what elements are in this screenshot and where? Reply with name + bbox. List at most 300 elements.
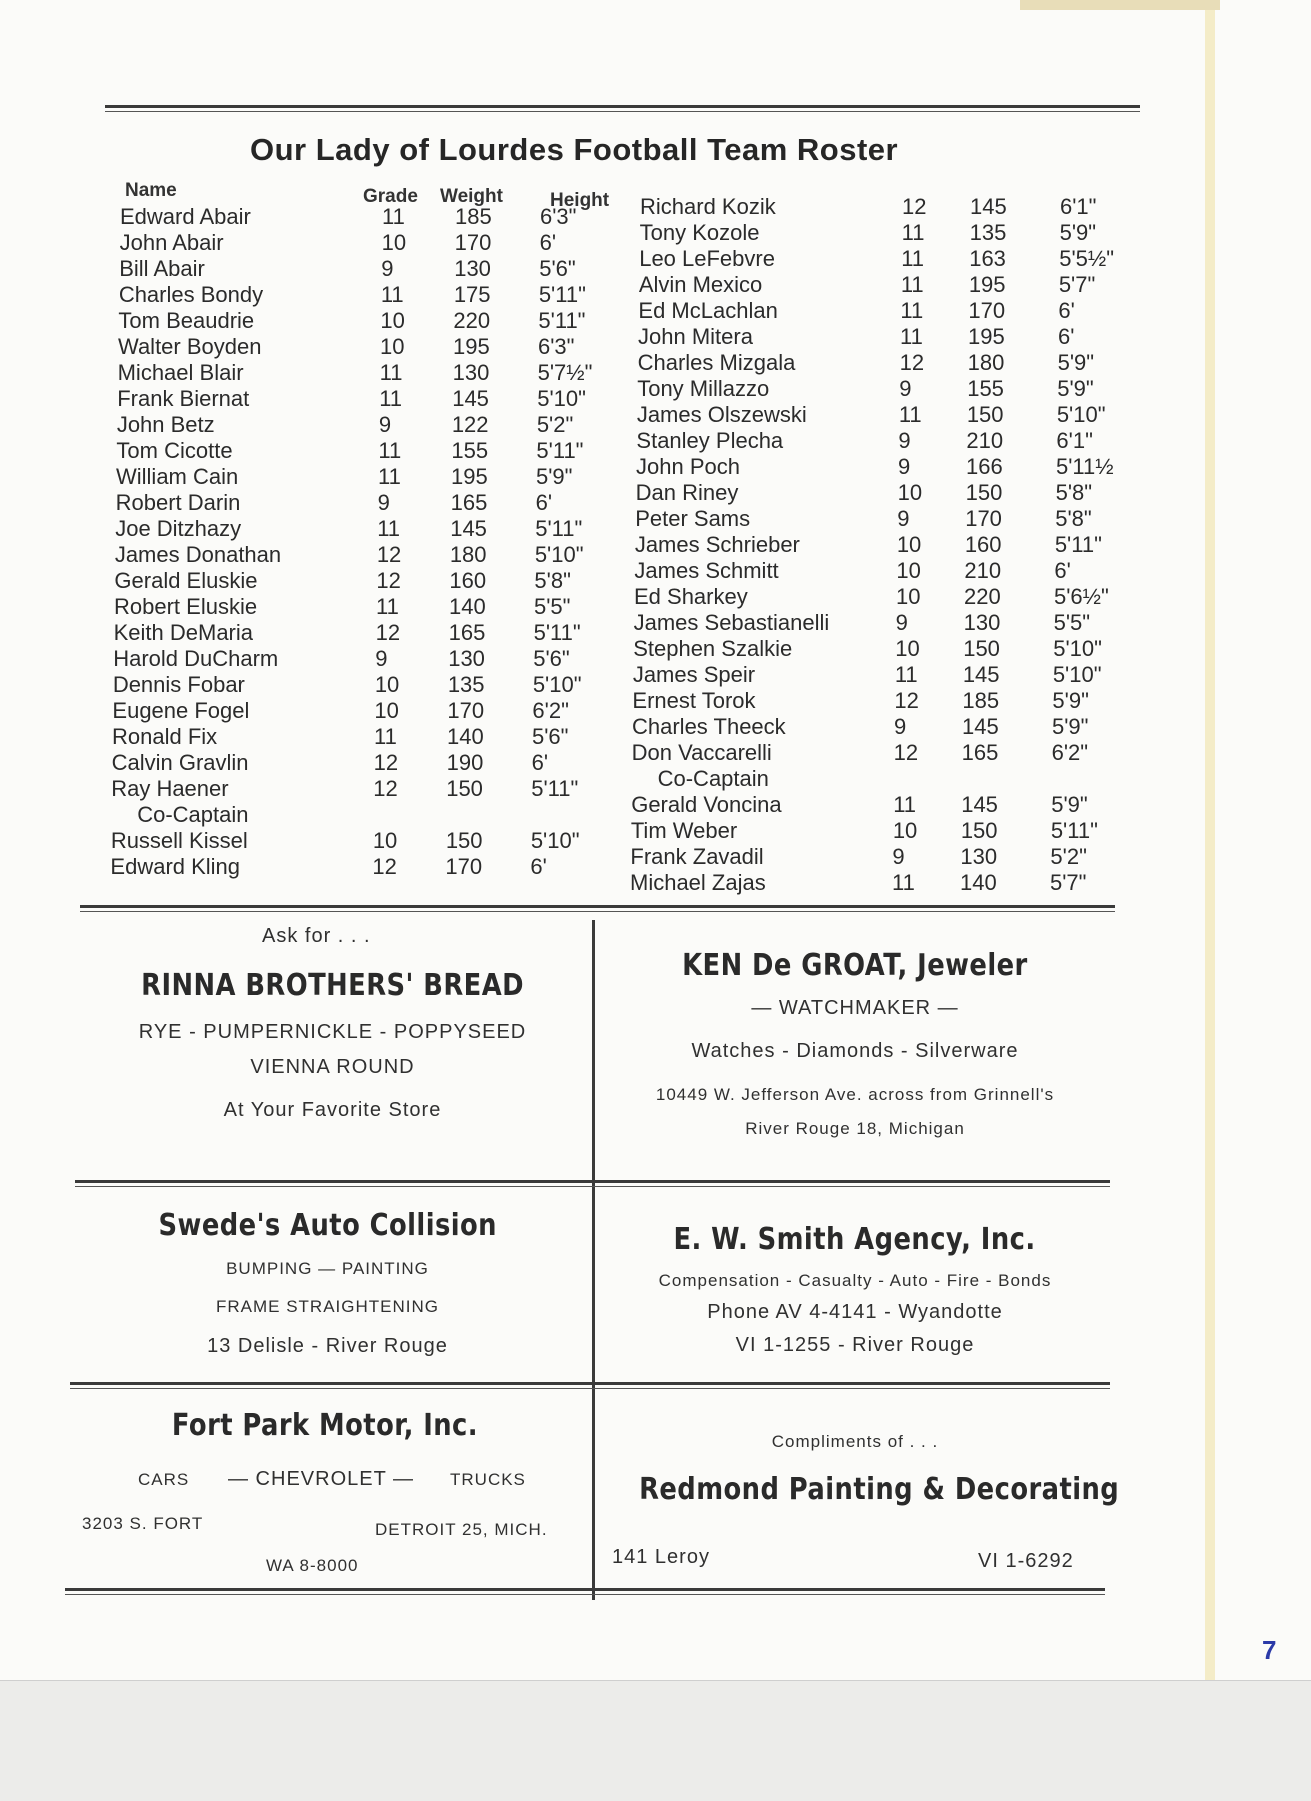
roster-height: 5'5" [534,594,571,619]
roster-name: Frank Zavadil [630,844,764,869]
roster-grade: 11 [901,220,925,245]
roster-name: Alvin Mexico [638,272,763,297]
roster-name: Harold DuCharm [113,646,279,671]
roster-height: 5'8" [1055,480,1093,505]
background-sheet [0,1680,1311,1801]
roster-right-column [630,194,1180,896]
roster-weight: 135 [447,672,485,697]
roster-name: Leo LeFebvre [639,246,775,271]
roster-note: Co-Captain [137,802,249,827]
roster-row [118,308,640,334]
roster-grade: 12 [375,620,401,645]
roster-name: Gerald Eluskie [114,568,258,593]
roster-grade: 11 [378,438,402,463]
roster-row [634,584,1180,610]
roster-row [117,386,640,412]
roster-height: 6' [539,230,557,255]
roster-weight: 185 [962,688,1000,713]
roster-row [630,844,1180,870]
roster-weight: 145 [450,516,487,541]
roster-weight: 170 [965,506,1002,531]
roster-name: James Sebastianelli [633,610,830,635]
roster-row [115,516,640,542]
roster-height: 5'9" [1057,376,1094,401]
roster-height: 5'6" [533,646,570,671]
roster-height: 5'10" [537,386,586,411]
roster-grade: 11 [900,272,924,297]
roster-name: Stanley Plecha [636,428,784,453]
roster-row [633,662,1180,688]
roster-grade: 11 [377,516,401,541]
roster-height: 5'5½" [1059,246,1115,271]
header-weight: Weight [440,186,503,207]
roster-height: 6'1" [1060,194,1097,219]
roster-row [632,740,1180,766]
roster-height: 5'10" [1052,662,1102,687]
roster-grade: 11 [380,282,404,307]
roster-row [114,620,640,646]
roster-name: Tony Kozole [639,220,760,245]
roster-height: 5'10" [1056,402,1106,427]
roster-height: 5'8" [534,568,571,593]
roster-weight: 160 [964,532,1002,557]
roster-grade: 12 [376,568,401,593]
roster-grade: 10 [374,698,399,723]
roster-row [633,636,1180,662]
roster-name: Tom Beaudrie [118,308,255,333]
roster-name: James Speir [632,662,756,687]
roster-row [112,750,640,776]
roster-name: Eugene Fogel [112,698,250,723]
roster-height: 5'9" [1059,220,1097,245]
roster-grade: 11 [378,464,401,489]
roster-weight: 130 [454,256,491,281]
roster-weight: 170 [454,230,492,255]
roster-name: Walter Boyden [118,334,262,359]
roster-weight: 185 [455,204,492,229]
ad-name: Fort Park Motor, Inc. [171,1408,479,1443]
roster-row [120,204,640,230]
roster-name: Gerald Voncina [631,792,782,817]
roster-name: John Abair [119,230,224,255]
roster-grade: 11 [893,792,917,817]
ad-address: 3203 S. FORT [82,1514,204,1533]
roster-weight: 130 [963,610,1001,635]
roster-name: Charles Theeck [632,714,786,739]
roster-grade: 9 [897,506,910,531]
ad-chevrolet: — CHEVROLET — [228,1468,414,1490]
ads-top-rule [80,905,1115,912]
roster-weight: 122 [451,412,489,437]
ad-name: KEN De GROAT, Jeweler [682,948,1028,983]
roster-row [640,194,1180,220]
ad-line: 13 Delisle - River Rouge [207,1335,448,1357]
roster-name: Russell Kissel [110,828,248,853]
roster-grade: 10 [381,230,407,255]
roster-name: Stephen Szalkie [633,636,793,661]
roster-height: 5'11" [531,776,579,801]
ad-phone: WA 8-8000 [266,1556,359,1575]
roster-row [636,480,1180,506]
roster-height: 5'8" [1055,506,1092,531]
roster-weight: 210 [964,558,1002,583]
roster-height: 6'3" [538,334,575,359]
ad-rinna-brothers [80,925,585,1122]
roster-grade: 10 [380,308,405,333]
roster-row [113,646,640,672]
roster-weight: 135 [969,220,1007,245]
ad-swedes-auto [75,1208,580,1358]
roster-weight: 140 [960,870,997,895]
roster-grade: 12 [376,542,402,567]
roster-weight: 195 [968,324,1005,349]
roster-weight: 150 [446,776,483,801]
roster-weight: 145 [962,714,999,739]
roster-weight: 165 [961,740,999,765]
roster-row [634,558,1180,584]
roster-height: 6' [531,750,549,775]
roster-grade: 11 [894,662,918,687]
roster-name: Edward Kling [110,854,241,879]
roster-row [116,438,640,464]
roster-grade: 12 [893,740,919,765]
roster-weight: 175 [453,282,491,307]
roster-name: Charles Bondy [118,282,264,307]
roster-height: 6' [1058,324,1075,349]
roster-height: 5'11" [538,282,586,307]
roster-row [640,220,1180,246]
roster-name: Joe Ditzhazy [115,516,242,541]
roster-weight: 145 [970,194,1007,219]
ad-intro: Ask for . . . [262,925,371,947]
roster-row [635,532,1180,558]
roster-row [636,428,1180,454]
roster-height: 5'9" [1052,688,1089,713]
roster-height: 5'6" [532,724,569,749]
roster-height: 5'11" [535,516,583,541]
roster-weight: 170 [968,298,1006,323]
roster-height: 6'2" [532,698,569,723]
roster-height: 5'10" [530,828,580,853]
ad-line: RYE - PUMPERNICKLE - POPPYSEED [138,1021,527,1043]
roster-weight: 170 [447,698,485,723]
roster-grade: 9 [899,376,912,401]
ad-phone: VI 1-6292 [978,1550,1074,1572]
roster-weight: 130 [452,360,490,385]
roster-grade: 9 [894,714,907,739]
roster-weight: 165 [450,490,488,515]
roster-weight: 210 [966,428,1004,453]
roster-weight: 195 [451,464,488,489]
roster-grade: 11 [898,402,922,427]
roster-row [114,594,640,620]
roster-height: 5'9" [536,464,573,489]
roster-height: 5'6" [539,256,576,281]
roster-name: Michael Zajas [630,870,766,895]
roster-weight: 150 [966,402,1004,427]
roster-name: Tom Cicotte [116,438,233,463]
ads-center-rule [592,920,595,1600]
ad-line: Compensation - Casualty - Auto - Fire - Bonds [658,1271,1052,1290]
roster-name: James Schmitt [634,558,779,583]
roster-grade: 11 [892,870,915,895]
roster-grade: 10 [896,558,921,583]
roster-name: Tim Weber [630,818,738,843]
roster-height: 5'6½" [1054,584,1109,609]
roster-row [116,490,640,516]
roster-row [632,714,1180,740]
roster-row [120,230,640,256]
roster-weight: 140 [447,724,484,749]
roster-height: 6'1" [1056,428,1093,453]
roster-row [111,776,640,802]
roster-height: 5'2" [1050,844,1087,869]
ad-name: Swede's Auto Collision [158,1208,497,1243]
roster-grade: 10 [380,334,405,359]
ad-city: DETROIT 25, MICH. [375,1520,548,1539]
roster-weight: 155 [451,438,489,463]
roster-name: James Schrieber [634,532,800,557]
roster-weight: 140 [449,594,486,619]
roster-name: Calvin Gravlin [111,750,249,775]
ad-name: Redmond Painting & Decorating [639,1472,1120,1507]
roster-weight: 150 [963,636,1000,661]
roster-row [119,256,640,282]
roster-name: Ed Sharkey [634,584,748,609]
roster-weight: 166 [966,454,1003,479]
roster-grade: 12 [902,194,927,219]
roster-weight: 170 [445,854,483,879]
ads-row-rule-2 [70,1382,1110,1389]
roster-name: John Mitera [638,324,753,349]
header-name: Name [125,180,177,201]
roster-grade: 9 [377,490,390,515]
roster-row [631,792,1180,818]
roster-height: 5'10" [534,542,584,567]
roster-height: 5'10" [532,672,582,697]
ad-address: 141 Leroy [612,1546,710,1568]
roster-row [638,298,1180,324]
roster-name: Ronald Fix [112,724,218,749]
ad-line: BUMPING — PAINTING [226,1259,429,1278]
roster-weight: 160 [449,568,487,593]
roster-name: James Donathan [114,542,282,567]
ad-name: E. W. Smith Agency, Inc. [673,1222,1037,1257]
ads-bottom-rule [65,1588,1105,1595]
roster-grade: 10 [896,584,921,609]
roster-height: 5'11" [538,308,586,333]
roster-name: Dennis Fobar [112,672,245,697]
ad-intro: Compliments of . . . [771,1432,939,1451]
ad-line: 10449 W. Jefferson Ave. across from Grinnell's [655,1085,1055,1104]
roster-grade: 9 [892,844,905,869]
roster-grade: 9 [898,428,911,453]
roster-height: 6' [1058,298,1075,323]
ad-line: Watches - Diamonds - Silverware [691,1040,1019,1062]
roster-name: Charles Mizgala [637,350,796,375]
roster-grade: 9 [381,256,394,281]
roster-grade: 10 [374,672,400,697]
roster-grade: 12 [899,350,925,375]
page-title: Our Lady of Lourdes Football Team Roster [250,132,899,167]
ad-line: — WATCHMAKER — [751,997,959,1019]
paper-edge [1205,0,1215,1680]
roster-name: James Olszewski [636,402,807,427]
roster-name: Richard Kozik [640,194,776,219]
roster-height: 5'9" [1051,792,1088,817]
roster-row [112,724,640,750]
roster-height: 5'7" [1058,272,1096,297]
roster-weight: 150 [960,818,998,843]
roster-grade: 11 [379,360,403,385]
roster-grade: 9 [378,412,392,437]
roster-name: Keith DeMaria [113,620,253,645]
roster-height: 6'3" [540,204,577,229]
ad-fort-park-motor [70,1408,580,1583]
roster-grade: 12 [373,750,399,775]
page-number: 7 [1262,1635,1277,1665]
roster-grade: 9 [895,610,908,635]
roster-grade: 12 [894,688,919,713]
roster-name: Don Vaccarelli [631,740,772,765]
header-grade: Grade [363,186,418,207]
roster-grade: 11 [901,246,925,271]
roster-name: John Betz [116,412,215,437]
roster-grade: 11 [376,594,399,619]
roster-height: 5'7" [1050,870,1087,895]
roster-grade: 10 [372,828,398,853]
ad-trucks: TRUCKS [450,1470,526,1489]
roster-name: Peter Sams [635,506,751,531]
roster-weight: 130 [448,646,485,671]
roster-height: 5'9" [1057,350,1095,375]
ad-line: River Rouge 18, Michigan [745,1119,965,1138]
roster-name: Dan Riney [635,480,739,505]
roster-weight: 155 [967,376,1004,401]
roster-name: Ray Haener [111,776,229,801]
roster-weight: 220 [964,584,1001,609]
ad-line: FRAME STRAIGHTENING [215,1297,439,1316]
ad-line: VI 1-1255 - River Rouge [735,1334,975,1356]
roster-name: Edward Abair [120,204,251,229]
roster-grade: 9 [898,454,911,479]
roster-grade: 11 [374,724,397,749]
roster-note: Co-Captain [657,766,769,791]
roster-row [117,412,640,438]
roster-height: 6' [530,854,547,879]
roster-row [634,610,1180,636]
roster-height: 5'11" [1054,532,1102,557]
ad-cars: CARS [138,1470,190,1489]
roster-grade: 10 [892,818,918,843]
roster-row [116,464,640,490]
roster-row [119,282,640,308]
roster-row [635,506,1180,532]
roster-weight: 145 [962,662,1000,687]
roster-grade: 12 [373,776,398,801]
roster-row [118,334,640,360]
roster-row [111,828,640,854]
ad-redmond-painting [600,1432,1120,1582]
ad-line: Phone AV 4-4141 - Wyandotte [707,1301,1003,1323]
roster-row [631,818,1180,844]
roster-row [115,542,640,568]
roster-left-column [110,204,640,880]
ad-ken-degroat [600,948,1110,1139]
roster-row [630,870,1180,896]
roster-weight: 165 [448,620,486,645]
roster-weight: 180 [967,350,1005,375]
roster-height: 5'7½" [537,360,593,385]
roster-row [638,350,1180,376]
roster-grade: 11 [379,386,403,411]
roster-height: 6' [535,490,553,515]
roster-height: 5'9" [1052,714,1089,739]
header-height: Height [550,190,610,211]
roster-weight: 195 [968,272,1006,297]
roster-grade: 12 [372,854,397,879]
ad-name: RINNA BROTHERS' BREAD [141,968,524,1003]
roster-height: 5'2" [536,412,574,437]
roster-height: 5'11" [533,620,581,645]
roster-height: 6' [1054,558,1071,583]
roster-weight: 145 [961,792,998,817]
roster-height: 5'11" [1050,818,1098,843]
roster-weight: 150 [445,828,483,853]
roster-height: 5'11" [536,438,584,463]
top-rule [105,105,1140,112]
roster-weight: 180 [449,542,487,567]
roster-weight: 163 [969,246,1006,271]
roster-name: Bill Abair [119,256,205,281]
ads-row-rule-1 [75,1180,1110,1187]
roster-name: Robert Eluskie [114,594,258,619]
roster-row [637,402,1180,428]
roster-row [638,324,1180,350]
roster-weight: 195 [453,334,490,359]
roster-weight: 145 [452,386,489,411]
paper-edge-top [1020,0,1220,10]
roster-name: Tony Millazzo [637,376,770,401]
roster-weight: 150 [965,480,1003,505]
roster-row [110,854,640,880]
roster-name: Michael Blair [117,360,244,385]
roster-name: Ed McLachlan [638,298,778,323]
roster-height: 5'10" [1053,636,1102,661]
roster-weight: 130 [960,844,998,869]
roster-name: William Cain [116,464,239,489]
roster-grade: 11 [900,324,923,349]
roster-name: John Poch [636,454,740,479]
roster-grade: 11 [382,204,405,229]
roster-height: 5'11½ [1056,454,1114,479]
roster-name: Frank Biernat [117,386,250,411]
ad-line: At Your Favorite Store [223,1099,442,1121]
roster-name: Ernest Torok [632,688,756,713]
roster-grade: 10 [895,636,920,661]
roster-row [114,568,640,594]
roster-row [632,688,1180,714]
roster-grade: 11 [900,298,924,323]
roster-row [112,698,640,724]
roster-weight: 220 [453,308,491,333]
roster-row [118,360,640,386]
roster-row [113,672,640,698]
roster-row [639,246,1180,272]
roster-grade: 10 [897,480,923,505]
roster-grade: 10 [896,532,922,557]
roster-height: 5'5" [1053,610,1091,635]
